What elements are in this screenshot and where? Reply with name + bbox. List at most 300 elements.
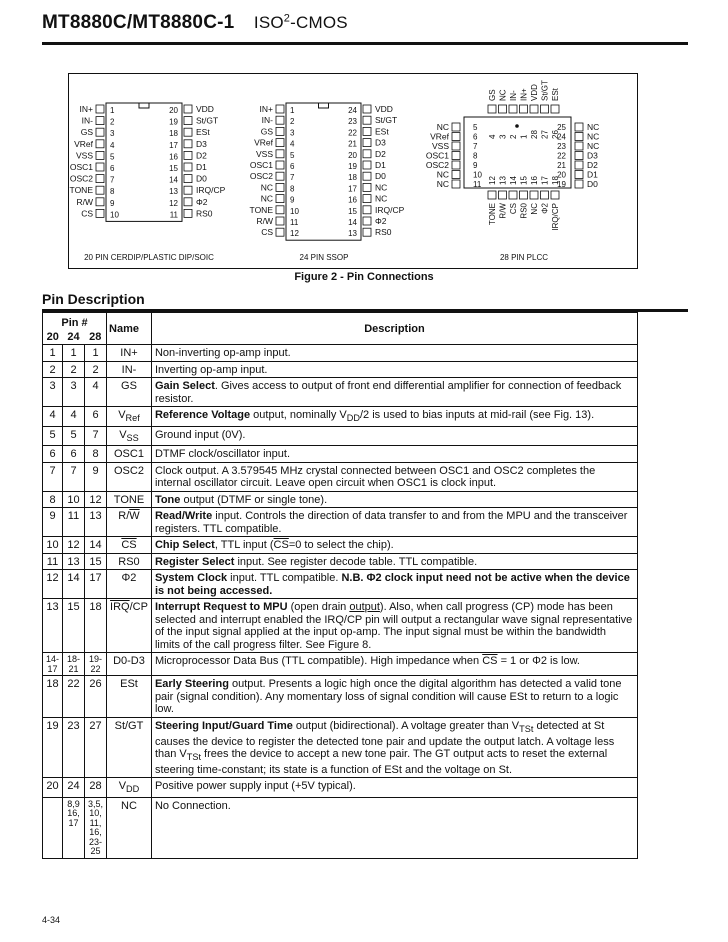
ssop24-pin-pad xyxy=(363,172,371,180)
dip20-pin-name: VSS xyxy=(75,150,93,161)
pin-name-cell xyxy=(107,462,152,491)
pin-number-cell: 14 xyxy=(85,537,107,554)
plcc28-pin-name: St/GT xyxy=(540,80,550,101)
table-row xyxy=(43,599,638,653)
description-text: . Gives access to output of front end differential amplifier for connection of feedback resistor. xyxy=(154,380,622,405)
pin-number-cell: 3 xyxy=(63,378,85,407)
plcc28-pin-name: VRef xyxy=(430,131,449,142)
plcc28-pin-number: 24 xyxy=(557,132,566,142)
pin-number-cell: 12 xyxy=(43,570,63,599)
description-text: input. TTL compatible. xyxy=(227,572,342,585)
pin-number-cell: 28 xyxy=(85,778,107,798)
table-row xyxy=(43,778,638,798)
pin-number-cell: 26 xyxy=(85,676,107,718)
plcc28-pin-pad xyxy=(452,171,460,179)
table-row xyxy=(43,570,638,599)
pin-number-cell: 10 xyxy=(43,537,63,554)
pin-name-text: /CP xyxy=(129,601,148,614)
plcc28-pin-pad xyxy=(551,191,559,199)
table-row xyxy=(43,426,638,446)
plcc28-pin-name: OSC1 xyxy=(425,150,449,161)
description-text: (open drain xyxy=(287,601,350,614)
pin-number-cell: 6 xyxy=(63,446,85,463)
plcc28-pin-name: NC xyxy=(436,169,449,180)
pin-number-cell: 4 xyxy=(85,378,107,407)
dip20-pin-name: D0 xyxy=(196,173,207,184)
pin-number-cell: 15 xyxy=(63,599,85,653)
ssop24-pin-name: NC xyxy=(260,193,273,204)
plcc28-pin-pad xyxy=(575,123,583,131)
dip20-pin-name: TONE xyxy=(69,185,93,196)
pin-description-table xyxy=(42,312,638,859)
pin-name-text: V xyxy=(118,409,126,421)
plcc28-pin1-dot xyxy=(515,124,519,128)
dip20-pin-pad xyxy=(96,209,104,217)
pin-number-cell: 13 xyxy=(85,508,107,537)
description-text: ). Also, when call progress (CP) mode has been selected and interrupt enabled the IRQ/CP pin will output a rectangular wave signal representative of the input signal applied at the input op-amp. The input signal must be within the bandwidth limits of the call progress filter. See Figure 8. xyxy=(154,601,633,651)
dip20-pin-pad xyxy=(184,140,192,148)
table-row xyxy=(43,676,638,718)
pin-name-subscript: DD xyxy=(126,784,140,795)
description-bold: Read/Write xyxy=(154,510,213,523)
pin-name-overline: $\overline{CS}$ xyxy=(121,539,137,552)
plcc28-pin-name: VSS xyxy=(431,141,449,151)
dip20-pin-number: 11 xyxy=(169,210,178,220)
description-text: output. Presents a logic high once the digital algorithm has detected a valid tone pair (signal condition). Any momentary loss of signal condition will cause ESt to return to a logic low. xyxy=(154,678,622,716)
pin-number-cell: 12 xyxy=(63,537,85,554)
ssop24-pin-number: 19 xyxy=(348,162,357,171)
pin-description-cell xyxy=(151,491,637,508)
dip20-pin-pad xyxy=(96,198,104,206)
pin-number-cell: 6 xyxy=(43,446,63,463)
pin-name-text: OSC2 xyxy=(114,464,144,477)
name-header: Name xyxy=(107,313,152,345)
ssop24-pin-pad xyxy=(276,150,284,158)
ssop24-notch xyxy=(319,103,329,108)
plcc28-pin-number: 2 xyxy=(509,134,518,139)
dip20-pin-pad xyxy=(96,151,104,159)
pin-description-cell xyxy=(151,797,637,858)
description-header: Description xyxy=(151,313,637,345)
ssop24-pin-pad xyxy=(363,195,371,203)
pin-name-cell xyxy=(107,426,152,446)
document-title: MT8880C/MT8880C-1 xyxy=(42,12,235,33)
plcc28-pin-number: 4 xyxy=(488,134,497,139)
dip20-pin-pad xyxy=(184,117,192,125)
description-text: = 1 or Φ2 is low. xyxy=(497,655,580,668)
table-row xyxy=(43,361,638,378)
pin-number-cell: 1 xyxy=(85,345,107,362)
ssop24-pin-pad xyxy=(363,139,371,147)
plcc28-pin-number: 7 xyxy=(473,142,478,151)
ssop24-pin-number: 24 xyxy=(348,106,357,115)
table-row xyxy=(43,462,638,491)
dip20-pin-pad xyxy=(96,163,104,171)
ssop24-pin-number: 5 xyxy=(290,150,295,160)
table-row xyxy=(43,491,638,508)
plcc28-pin-number: 19 xyxy=(557,180,566,189)
pin-number-cell: 6 xyxy=(85,407,107,427)
plcc28-pin-number: 9 xyxy=(473,161,478,170)
dip20-pin-pad xyxy=(184,175,192,183)
dip20-pin-name: IN+ xyxy=(79,104,93,114)
pin-name-overline: $\overline{W}$ xyxy=(129,510,140,523)
ssop24-pin-pad xyxy=(363,228,371,236)
dip20-pin-name: D3 xyxy=(196,138,207,149)
pin-number-cell: 23 xyxy=(63,717,85,777)
ssop24-pin-number: 4 xyxy=(290,139,295,149)
pin-number-cell: 9 xyxy=(43,508,63,537)
plcc28-pin-name: TONE xyxy=(488,203,497,226)
description-overline: $\overline{CS}$ xyxy=(273,539,289,552)
ssop24-pin-number: 20 xyxy=(348,150,357,160)
pin-name-text: RS0 xyxy=(118,555,140,568)
ssop24-pin-name: Φ2 xyxy=(375,216,387,226)
plcc28-pin-number: 16 xyxy=(530,176,539,185)
table-row xyxy=(43,345,638,362)
dip20-pin-name: Φ2 xyxy=(196,196,208,207)
pin-name-cell xyxy=(107,378,152,407)
plcc28-pin-name: NC xyxy=(436,122,449,132)
pin-number-cell: 13 xyxy=(63,553,85,570)
plcc28-pin-number: 3 xyxy=(498,134,508,139)
description-text: Non-inverting op-amp input. xyxy=(154,347,291,359)
plcc28-pin-pad xyxy=(551,105,559,113)
pin-number-cell: 1 xyxy=(63,345,85,362)
pin-name-cell xyxy=(107,797,152,858)
ssop24-pin-pad xyxy=(363,116,371,124)
ssop24-pin-pad xyxy=(363,127,371,135)
page-header xyxy=(42,12,348,34)
dip20-pin-number: 9 xyxy=(110,198,115,208)
pin-number-cell: 2 xyxy=(85,361,107,378)
ssop24-pin-number: 22 xyxy=(348,128,357,138)
plcc28-pin-name: OSC2 xyxy=(425,160,449,170)
dip20-pin-name: OSC1 xyxy=(69,162,93,172)
description-text: , TTL input ( xyxy=(214,539,274,552)
dip20-pin-number: 4 xyxy=(110,140,115,150)
ssop24-pin-number: 18 xyxy=(348,173,357,183)
pin-description-cell xyxy=(151,599,637,653)
pin-number-cell: 4 xyxy=(43,407,63,427)
ssop24-pin-pad xyxy=(276,195,284,203)
pin-name-cell xyxy=(107,553,152,570)
pin-name-text: OSC1 xyxy=(114,448,144,461)
pin-number-cell: 8,9 16, 17 xyxy=(63,797,85,858)
plcc28-pin-number: 23 xyxy=(557,142,566,151)
dip20-pin-pad xyxy=(96,175,104,183)
description-text: Clock output. A 3.579545 MHz crystal connected between OSC1 and OSC2 completes the internal oscillator circuit. Leave open circuit when OSC1 is clock input. xyxy=(154,464,596,490)
ssop24-pin-number: 1 xyxy=(290,106,295,115)
pin-number-cell: 8 xyxy=(85,446,107,463)
pin-description-cell xyxy=(151,676,637,718)
plcc28-pin-pad xyxy=(509,105,517,113)
pin-description-cell xyxy=(151,508,637,537)
pin-description-cell xyxy=(151,345,637,362)
plcc28-pin-number: 26 xyxy=(551,130,560,139)
plcc28-pin-pad xyxy=(520,191,528,199)
description-text: output (bidirectional). A voltage greater than V xyxy=(292,719,520,732)
pin-description-cell xyxy=(151,778,637,798)
ssop24-pin-pad xyxy=(276,217,284,225)
pin-name-subscript: SS xyxy=(126,432,139,443)
table-row xyxy=(43,378,638,407)
dip20-pin-number: 18 xyxy=(169,129,178,139)
description-text: =0 to select the chip). xyxy=(288,539,394,552)
pin-name-text: V xyxy=(119,428,127,441)
pin-name-text: GS xyxy=(121,380,137,392)
ssop24-pin-number: 8 xyxy=(290,184,295,194)
pin-number-cell: 10 xyxy=(63,491,85,508)
plcc28-pin-pad xyxy=(575,180,583,188)
table-row xyxy=(43,553,638,570)
description-text: frees the device to accept a new tone pair. The GT output acts to reset the external steering time-constant; its state is a function of ESt and the voltage on St. xyxy=(154,748,608,776)
ssop24-pin-pad xyxy=(363,105,371,113)
plcc28-pin-name: NC xyxy=(498,89,508,101)
description-text: output, nominally V xyxy=(250,409,347,421)
dip20-pin-name: St/GT xyxy=(196,115,219,126)
description-subscript: DD xyxy=(346,413,360,424)
pin-description-cell xyxy=(151,361,637,378)
plcc28-pin-pad xyxy=(575,171,583,179)
plcc28-pin-number: 1 xyxy=(519,134,529,139)
dip20-pin-number: 13 xyxy=(169,187,178,197)
ssop24-pin-pad xyxy=(363,183,371,191)
dip20-pin-number: 10 xyxy=(110,210,119,220)
dip20-pin-pad xyxy=(96,128,104,136)
description-subscript: TSt xyxy=(186,752,201,763)
plcc28-pin-name: R/W xyxy=(498,203,508,219)
plcc28-pin-name: D2 xyxy=(587,160,598,170)
plcc28-pin-pad xyxy=(575,152,583,160)
pin-name-cell xyxy=(107,446,152,463)
pin-name-cell xyxy=(107,537,152,554)
ssop24-pin-name: NC xyxy=(375,182,388,193)
dip20-pin-name: VRef xyxy=(74,138,93,149)
pin-description-cell xyxy=(151,446,637,463)
dip20-pin-pad xyxy=(184,105,192,113)
pin-name-cell xyxy=(107,717,152,777)
pin-name-text: V xyxy=(118,780,127,793)
pin-number-cell: 13 xyxy=(43,599,63,653)
col-28-header: 28 xyxy=(85,330,107,345)
pin-description-cell xyxy=(151,378,637,407)
ssop24-pin-name: OSC1 xyxy=(249,160,273,170)
ssop24-pin-name: CS xyxy=(261,227,273,238)
description-bold: Reference Voltage xyxy=(154,409,251,421)
table-row xyxy=(43,407,638,427)
pin-number-cell: 3,5, 10, 11, 16, 23-25 xyxy=(85,797,107,858)
ssop24-label: 24 PIN SSOP xyxy=(299,253,349,262)
description-text: No Connection. xyxy=(154,799,231,812)
pin-name-cell xyxy=(107,345,152,362)
plcc28-pin-name: NC xyxy=(587,131,600,142)
plcc28-pin-number: 11 xyxy=(473,180,482,189)
plcc28-pin-number: 28 xyxy=(530,130,539,139)
pin-name-overline: $\overline{IRQ}$ xyxy=(110,601,130,614)
pin-description-cell xyxy=(151,570,637,599)
pin-name-text: IN+ xyxy=(120,347,138,359)
dip20-pin-number: 15 xyxy=(169,164,178,173)
dip20-pin-number: 12 xyxy=(169,198,178,208)
pin-number-cell: 1 xyxy=(43,345,63,362)
ssop24-pin-pad xyxy=(276,105,284,113)
pin-name-text: St/GT xyxy=(114,719,144,732)
ssop24-pin-number: 17 xyxy=(348,184,357,194)
pin-number-cell: 9 xyxy=(85,462,107,491)
dip20-pin-pad xyxy=(184,163,192,171)
dip20-pin-number: 2 xyxy=(110,117,115,127)
description-overline: $\overline{CS}$ xyxy=(482,655,498,668)
pin-number-cell: 18 xyxy=(43,676,63,718)
pin-number-cell: 4 xyxy=(63,407,85,427)
dip20-pin-pad xyxy=(96,186,104,194)
plcc28-pin-pad xyxy=(452,152,460,160)
pin-name-text: IN- xyxy=(121,363,137,376)
pin-number-cell xyxy=(43,797,63,858)
plcc28-pin-number: 12 xyxy=(488,176,497,185)
figure-caption: Figure 2 - Pin Connections xyxy=(294,271,434,283)
pin-name-cell xyxy=(107,491,152,508)
plcc28-pin-pad xyxy=(509,191,517,199)
dip20-pin-number: 1 xyxy=(110,106,115,115)
plcc28-pin-pad xyxy=(452,123,460,131)
pin-number-cell: 14-17 xyxy=(43,653,63,676)
pin-name-subscript: Ref xyxy=(125,413,140,424)
dip20-pin-number: 6 xyxy=(110,164,115,173)
ssop24-pin-number: 11 xyxy=(290,218,299,227)
description-bold: System Clock xyxy=(154,572,228,585)
pin-description-cell xyxy=(151,553,637,570)
ssop24-pin-pad xyxy=(276,228,284,236)
plcc28-pin-name: IRQ/CP xyxy=(551,203,560,231)
pin-number-cell: 18 xyxy=(85,599,107,653)
ssop24-pin-pad xyxy=(363,150,371,158)
plcc28-pin-pad xyxy=(452,133,460,141)
ssop24-pin-pad xyxy=(276,206,284,214)
plcc28-pin-number: 25 xyxy=(557,123,566,132)
plcc28-pin-name: CS xyxy=(509,203,518,215)
pin-description-cell xyxy=(151,653,637,676)
table-row xyxy=(43,797,638,858)
plcc28-pin-name: D3 xyxy=(587,150,598,161)
dip20-pin-number: 19 xyxy=(169,117,178,127)
dip20-pin-number: 20 xyxy=(169,106,178,115)
ssop24-pin-name: VDD xyxy=(375,104,393,114)
ssop24-pin-pad xyxy=(363,206,371,214)
pin-number-cell: 5 xyxy=(63,426,85,446)
description-bold: Register Select xyxy=(154,555,235,568)
description-text: DTMF clock/oscillator input. xyxy=(154,448,291,461)
ssop24-pin-name: TONE xyxy=(249,204,273,215)
pin-number-cell: 11 xyxy=(63,508,85,537)
pin-connections-figure xyxy=(68,73,638,269)
plcc28-pin-pad xyxy=(541,191,549,199)
ssop24-pin-pad xyxy=(276,172,284,180)
plcc28-pin-number: 20 xyxy=(557,170,566,180)
dip20-pin-number: 5 xyxy=(110,152,115,162)
ssop24-pin-name: IN- xyxy=(261,115,273,126)
ssop24-pin-name: NC xyxy=(260,182,273,193)
plcc28-pin-pad xyxy=(541,105,549,113)
header-rule xyxy=(42,42,688,45)
pin-number-cell: 14 xyxy=(63,570,85,599)
dip20-pin-pad xyxy=(184,186,192,194)
description-bold: Gain Select xyxy=(154,380,215,392)
pin-number-cell: 7 xyxy=(43,462,63,491)
plcc28-pin-name: IN- xyxy=(509,90,518,101)
plcc28-pin-name: NC xyxy=(587,122,600,132)
pin-description-cell xyxy=(151,426,637,446)
ssop24-pin-name: OSC2 xyxy=(249,171,273,182)
plcc28-pin-number: 6 xyxy=(473,132,478,142)
pin-number-cell: 17 xyxy=(85,570,107,599)
ssop24-pin-number: 2 xyxy=(290,117,295,127)
dip20-pin-pad xyxy=(96,140,104,148)
ssop24-pin-pad xyxy=(276,127,284,135)
pin-number-cell: 24 xyxy=(63,778,85,798)
ssop24-pin-name: R/W xyxy=(256,216,273,226)
plcc28-pin-name: Φ2 xyxy=(540,203,550,214)
pin-number-cell: 3 xyxy=(43,378,63,407)
pin-number-cell: 2 xyxy=(63,361,85,378)
dip20-pin-number: 8 xyxy=(110,187,115,197)
plcc28-pin-number: 18 xyxy=(551,176,560,185)
plcc28-pin-pad xyxy=(488,191,496,199)
dip20-label: 20 PIN CERDIP/PLASTIC DIP/SOIC xyxy=(84,253,214,262)
description-subscript: TSt xyxy=(519,724,534,735)
description-text: Inverting op-amp input. xyxy=(154,363,268,376)
dip20-pin-pad xyxy=(184,128,192,136)
plcc28-pin-number: 15 xyxy=(519,176,529,185)
ssop24-pin-number: 9 xyxy=(290,195,295,205)
plcc28-pin-number: 22 xyxy=(557,151,566,161)
dip20-pin-number: 17 xyxy=(169,140,178,150)
description-text: input. See register decode table. TTL compatible. xyxy=(234,555,478,568)
pin-name-text: TONE xyxy=(113,493,145,506)
description-text: /2 is used to bias inputs at mid-rail (see Fig. 13). xyxy=(359,409,595,421)
pin-name-text: D0-D3 xyxy=(113,655,145,668)
description-bold: N.B. Φ2 clock input need not be active when the device is not being accessed. xyxy=(154,572,630,597)
page-number: 4-34 xyxy=(42,915,61,925)
dip20-pin-name: OSC2 xyxy=(69,173,93,184)
plcc28-pin-pad xyxy=(575,133,583,141)
col-24-header: 24 xyxy=(63,330,85,345)
ssop24-pin-name: D1 xyxy=(375,160,386,170)
plcc28-pin-number: 27 xyxy=(540,130,550,139)
ssop24-pin-number: 14 xyxy=(348,218,357,227)
plcc28-pin-pad xyxy=(499,191,507,199)
plcc28-pin-name: VDD xyxy=(530,84,539,101)
dip20-pin-name: IN- xyxy=(81,115,93,126)
pin-number-cell: 27 xyxy=(85,717,107,777)
dip20-pin-name: D2 xyxy=(196,150,207,161)
pin-name-cell xyxy=(107,599,152,653)
description-bold: Chip Select xyxy=(154,539,215,552)
ssop24-pin-pad xyxy=(276,139,284,147)
plcc28-pin-pad xyxy=(499,105,507,113)
plcc28-pin-name: ESt xyxy=(551,88,560,101)
plcc28-pin-name: IN+ xyxy=(519,88,529,101)
section-title: Pin Description xyxy=(42,291,145,307)
pin-name-text: ESt xyxy=(120,678,138,691)
table-row xyxy=(43,717,638,777)
dip20-pin-name: D1 xyxy=(196,162,207,172)
pin-number-cell: 5 xyxy=(43,426,63,446)
pin-name-text: NC xyxy=(121,799,137,812)
pin-number-cell: 7 xyxy=(63,462,85,491)
pin-number-cell: 20 xyxy=(43,778,63,798)
